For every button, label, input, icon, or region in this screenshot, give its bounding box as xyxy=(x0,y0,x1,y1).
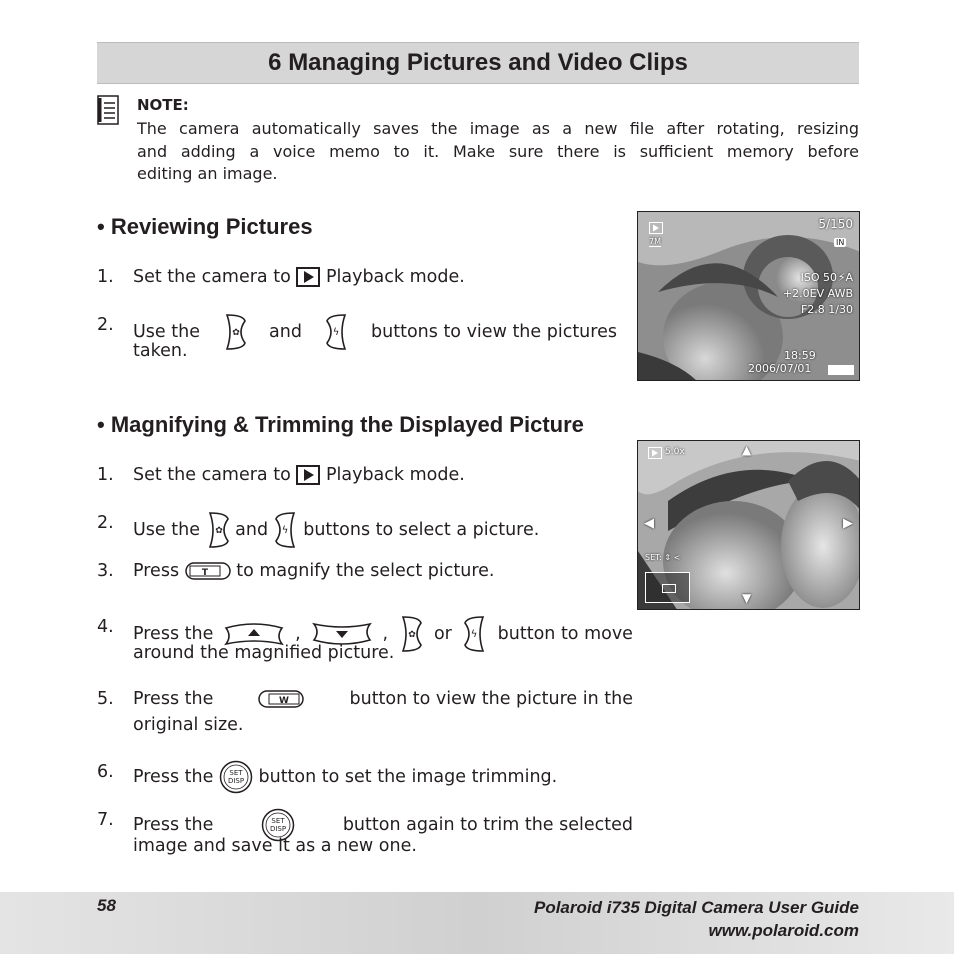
ev-awb-readout: +2.0EV AWB xyxy=(782,287,853,300)
time-readout: 18:59 xyxy=(784,349,816,362)
step-text: original size. xyxy=(133,715,244,735)
zoom-wide-button-icon xyxy=(258,689,304,709)
right-flash-button-icon xyxy=(463,615,487,653)
guide-title: Polaroid i735 Digital Camera User Guide xyxy=(533,898,859,917)
zoom-level: 5.0x xyxy=(665,447,685,457)
step-text: around the magnified picture. xyxy=(133,643,395,663)
navigation-frame xyxy=(645,572,690,603)
battery-icon xyxy=(828,365,854,375)
step-text: taken. xyxy=(133,341,188,361)
playback-mode-icon xyxy=(648,447,662,459)
iso-readout: ISO 50 xyxy=(800,271,837,284)
step-text: Set the camera to xyxy=(133,267,291,287)
note-icon xyxy=(97,95,119,125)
set-disp-button-icon xyxy=(219,760,253,794)
date-readout: 2006/07/01 xyxy=(748,362,812,375)
set-label: SET xyxy=(229,769,243,777)
step-text: Press the xyxy=(133,815,214,835)
magnify-step-7 xyxy=(97,808,633,860)
note-text xyxy=(137,118,859,186)
step-text: Press xyxy=(133,561,180,581)
note-label: NOTE: xyxy=(137,96,189,114)
chapter-title-bar xyxy=(97,42,859,84)
page-number: 58 xyxy=(97,896,116,915)
right-flash-button-icon xyxy=(325,313,349,351)
step-text: button to set the image trimming. xyxy=(258,767,558,787)
step-text: button to move xyxy=(497,624,633,644)
step-text: Playback mode. xyxy=(325,267,465,287)
set-hint: SET: ⇕ < xyxy=(645,553,681,562)
set-label: SET xyxy=(271,817,285,825)
magnify-step-1 xyxy=(97,463,617,489)
disp-label: DISP xyxy=(270,825,287,833)
section-heading-magnifying: • Magnifying & Trimming the Displayed Picture xyxy=(97,412,584,437)
svg-text:✿: ✿ xyxy=(408,630,416,640)
step-text: to magnify the select picture. xyxy=(236,561,495,581)
step-text: Press the xyxy=(133,624,214,644)
magnify-step-5 xyxy=(97,687,633,739)
step-text: buttons to view the pictures xyxy=(371,322,617,342)
step-text: and xyxy=(269,322,302,342)
step-text: Use the xyxy=(133,520,200,540)
step-text: buttons to select a picture. xyxy=(303,520,540,540)
magnify-step-6 xyxy=(97,760,633,786)
svg-text:ϟ: ϟ xyxy=(332,327,339,338)
playback-mode-icon xyxy=(649,222,663,234)
step-text: and xyxy=(235,520,269,540)
tele-label: T xyxy=(201,568,208,578)
magnify-step-3 xyxy=(97,559,617,585)
right-flash-button-icon xyxy=(274,511,298,549)
svg-text:ϟ: ϟ xyxy=(281,525,288,536)
step-text: , xyxy=(295,624,301,644)
footer-title-block xyxy=(534,896,859,942)
website-url: www.polaroid.com xyxy=(708,921,859,940)
playback-icon xyxy=(296,267,320,287)
step-text: Playback mode. xyxy=(325,465,465,485)
review-step-1 xyxy=(97,265,617,291)
image-counter: 5/150 xyxy=(818,217,853,231)
step-text: Press the xyxy=(133,767,214,787)
step-number: 2. xyxy=(97,513,114,533)
step-text: image and save it as a new one. xyxy=(133,836,417,856)
section-heading-reviewing: • Reviewing Pictures xyxy=(97,214,313,239)
step-number: 7. xyxy=(97,810,114,830)
note-line: The camera automatically saves the image as a new file after rotating, resizing xyxy=(137,119,859,138)
svg-text:ϟ: ϟ xyxy=(470,629,478,640)
pan-right-arrow-icon: ▶ xyxy=(843,516,853,531)
magnify-step-2 xyxy=(97,511,617,540)
step-text: , xyxy=(382,624,389,644)
step-text: or xyxy=(433,624,452,644)
step-number: 1. xyxy=(97,465,114,485)
pan-down-arrow-icon: ▼ xyxy=(742,591,752,605)
pan-left-arrow-icon: ◀ xyxy=(644,516,654,531)
left-macro-button-icon xyxy=(399,615,423,653)
zoom-area-indicator xyxy=(662,584,676,593)
step-number: 2. xyxy=(97,315,114,335)
svg-text:✿: ✿ xyxy=(231,328,240,338)
left-macro-button-icon xyxy=(223,313,247,351)
step-number: 4. xyxy=(97,617,114,637)
wide-label: W xyxy=(279,696,290,706)
aperture-shutter-readout: F2.8 1/30 xyxy=(800,303,853,316)
memory-badge: IN xyxy=(836,238,845,247)
chapter-title: 6 Managing Pictures and Video Clips xyxy=(268,49,688,76)
review-step-2 xyxy=(97,313,617,365)
note-line: and adding a voice memo to it. Make sure there is sufficient memory before xyxy=(137,141,859,161)
left-macro-button-icon xyxy=(206,511,230,549)
note-line: editing an image. xyxy=(137,164,278,183)
magnify-step-4 xyxy=(97,615,633,667)
step-text: button to view the picture in the xyxy=(349,689,633,709)
zoom-tele-button-icon xyxy=(185,561,231,581)
svg-text:✿: ✿ xyxy=(214,526,223,536)
flash-readout: ⚡A xyxy=(837,271,853,284)
step-text: Press the xyxy=(133,689,214,709)
pan-up-arrow-icon: ▲ xyxy=(742,443,752,457)
playback-screen-photo xyxy=(637,211,860,381)
step-number: 6. xyxy=(97,762,114,782)
playback-icon xyxy=(296,465,320,485)
disp-label: DISP xyxy=(227,777,244,785)
step-number: 5. xyxy=(97,689,114,709)
step-text: Set the camera to xyxy=(133,465,291,485)
magnify-screen-photo xyxy=(637,440,860,610)
step-number: 1. xyxy=(97,267,114,287)
step-text: Use the xyxy=(133,322,200,342)
image-size-badge: 7M xyxy=(649,237,661,246)
step-number: 3. xyxy=(97,561,114,581)
step-text: button again to trim the selected xyxy=(342,815,633,835)
